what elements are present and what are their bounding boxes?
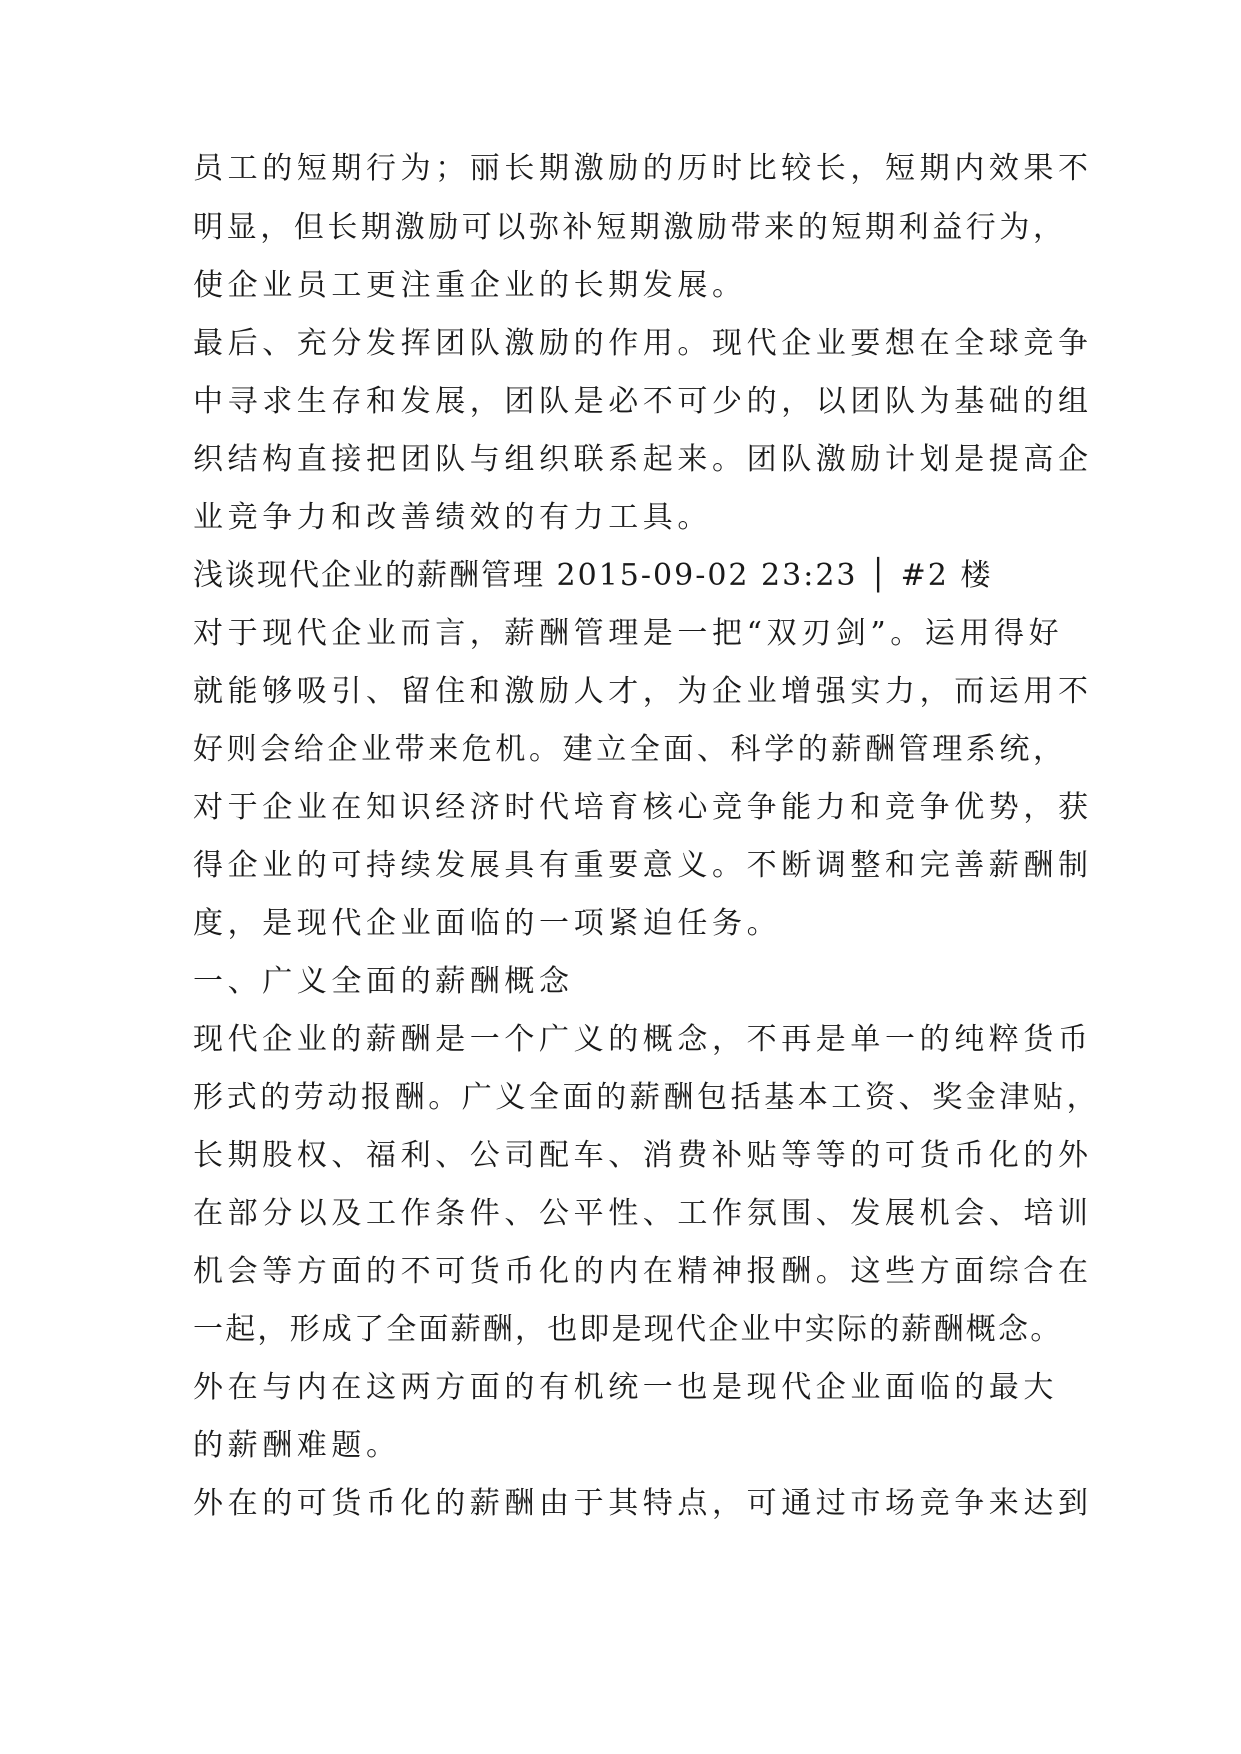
text-line: 业竞争力和改善绩效的有力工具。 [193, 500, 712, 535]
text-line: 度，是现代企业面临的一项紧迫任务。 [193, 906, 782, 941]
text-line: 中寻求生存和发展，团队是必不可少的，以团队为基础的组 [193, 384, 1093, 419]
text-line: 最后、充分发挥团队激励的作用。现代企业要想在全球竞争 [193, 326, 1093, 361]
text-line: 对于现代企业而言，薪酬管理是一把“双刃剑”。运用得好 [193, 616, 1064, 651]
text-line: 一起，形成了全面薪酬，也即是现代企业中实际的薪酬概念。 [193, 1312, 1063, 1347]
text-line: 形式的劳动报酬。广义全面的薪酬包括基本工资、奖金津贴， [193, 1080, 1101, 1115]
post-header: 浅谈现代企业的薪酬管理 2015-09-02 23:23 │ #2 楼 [193, 558, 993, 593]
text-line: 对于企业在知识经济时代培育核心竞争能力和竞争优势，获 [193, 790, 1093, 825]
text-line: 员工的短期行为；丽长期激励的历时比较长，短期内效果不 [193, 151, 1093, 186]
text-line: 使企业员工更注重企业的长期发展。 [193, 268, 747, 303]
text-line: 就能够吸引、留住和激励人才，为企业增强实力，而运用不 [193, 674, 1093, 709]
text-line: 好则会给企业带来危机。建立全面、科学的薪酬管理系统， [193, 732, 1067, 767]
text-line: 现代企业的薪酬是一个广义的概念，不再是单一的纯粹货币 [193, 1022, 1093, 1057]
text-line: 机会等方面的不可货币化的内在精神报酬。这些方面综合在 [193, 1254, 1093, 1289]
text-line: 在部分以及工作条件、公平性、工作氛围、发展机会、培训 [193, 1196, 1093, 1231]
section-heading: 一、广义全面的薪酬概念 [193, 964, 574, 999]
text-line: 得企业的可持续发展具有重要意义。不断调整和完善薪酬制 [193, 848, 1093, 883]
text-line: 织结构直接把团队与组织联系起来。团队激励计划是提高企 [193, 442, 1093, 477]
text-line: 明显，但长期激励可以弥补短期激励带来的短期利益行为， [193, 210, 1067, 245]
text-line: 外在与内在这两方面的有机统一也是现代企业面临的最大 [193, 1370, 1058, 1405]
text-line: 长期股权、福利、公司配车、消费补贴等等的可货币化的外 [193, 1138, 1093, 1173]
text-line: 的薪酬难题。 [193, 1428, 401, 1463]
text-line: 外在的可货币化的薪酬由于其特点，可通过市场竞争来达到 [193, 1486, 1093, 1521]
